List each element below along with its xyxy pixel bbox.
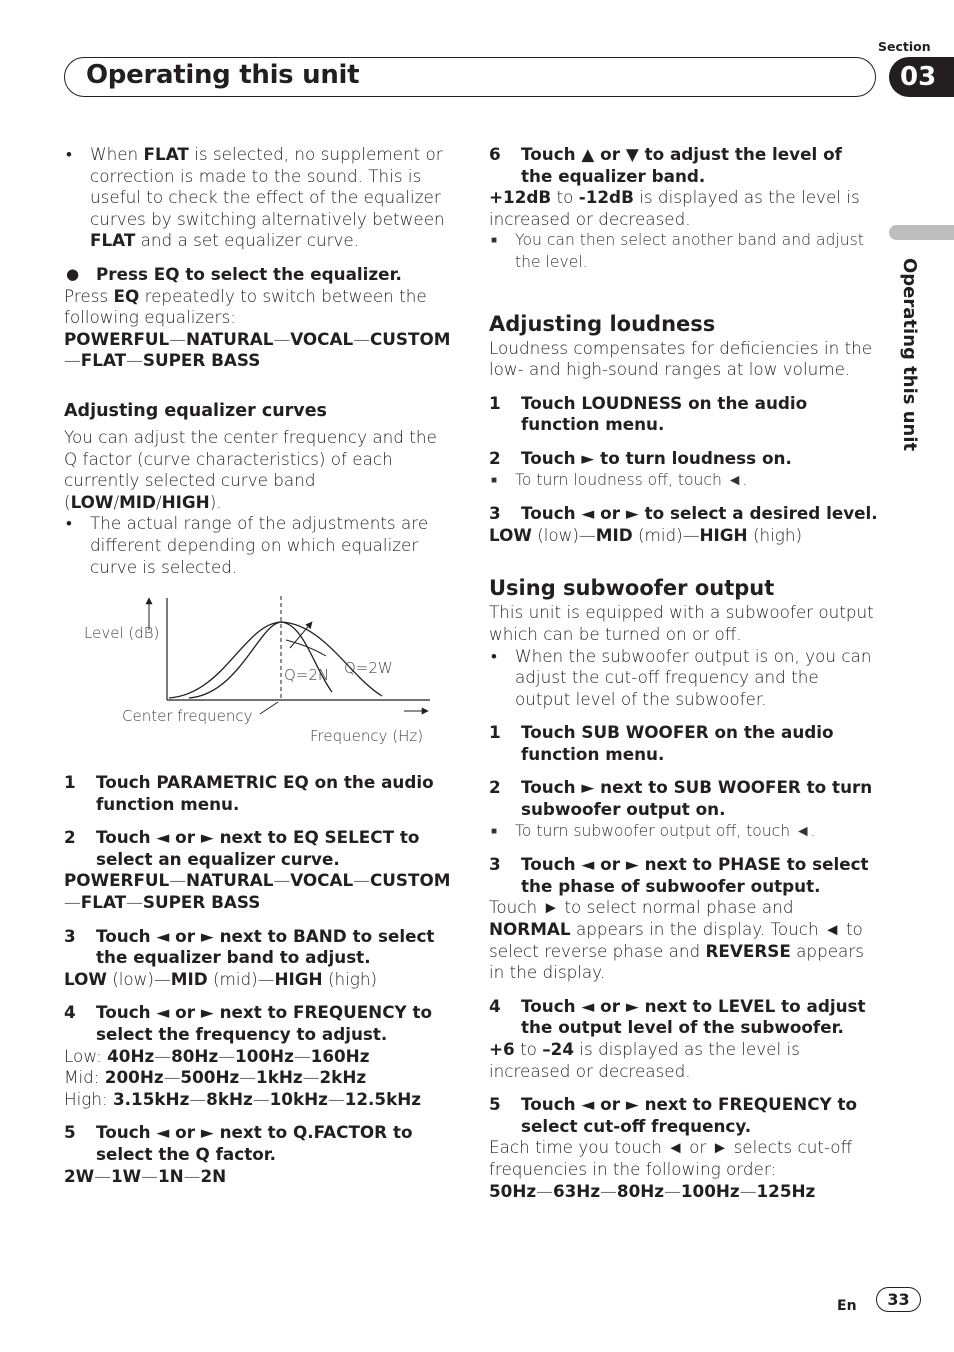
text-run: —: [739, 1180, 757, 1201]
bold-text: EQ: [113, 285, 140, 306]
curves-note-text: The actual range of the adjustments are different depending on which equalizer curve is selected.: [90, 513, 429, 577]
eq-curve-diagram: [64, 586, 454, 756]
text-run: You can adjust the center frequency and the Q factor (curve characteristics) of each currently selected curve band (: [64, 426, 437, 512]
subwoofer-step-3-body: [489, 897, 879, 983]
text-run: —: [94, 1165, 111, 1186]
text-run: —: [664, 1180, 681, 1201]
eq-step-6-note: [489, 230, 879, 273]
note-text: To turn loudness off, touch ◄.: [515, 470, 748, 489]
bold-text: HIGH: [699, 524, 748, 545]
text-run: —: [600, 1180, 617, 1201]
bold-text: NORMAL: [489, 919, 571, 940]
step-number: 5: [64, 1122, 76, 1143]
bullet-marker: •: [66, 513, 72, 534]
text-run: appears in the display. Touch ◄ to select reverse phase and: [489, 919, 863, 961]
text-run: (high): [322, 968, 378, 989]
loudness-step-2: [489, 448, 879, 470]
bold-text: 80Hz: [616, 1180, 665, 1201]
step-number: 6: [489, 144, 501, 164]
subwoofer-step-3: [489, 854, 879, 897]
step-number: 1: [64, 772, 76, 793]
text-run: (high): [747, 524, 803, 545]
step-title: Touch ◄ or ► next to FREQUENCY to select the frequency to adjust.: [96, 1002, 433, 1045]
text-run: Press: [64, 285, 114, 306]
press-eq-heading: [64, 264, 454, 286]
press-eq-body: [64, 286, 454, 329]
bold-text: SUPER BASS: [142, 892, 261, 913]
page-title: Operating this unit: [86, 60, 360, 90]
step-number: 1: [489, 722, 501, 743]
step-title: Touch ◄ or ► next to BAND to select the equalizer band to adjust.: [96, 925, 435, 968]
bold-text: HIGH: [274, 968, 323, 989]
bold-text: 10kHz: [269, 1088, 328, 1109]
bold-text: LOW: [64, 968, 107, 989]
eq-step-1: [64, 772, 454, 815]
bold-text: +12dB: [489, 187, 552, 208]
subwoofer-bullet-text: When the subwoofer output is on, you can adjust the cut-off frequency and the output level of the subwoofer.: [515, 645, 872, 709]
text-run: —: [293, 1045, 311, 1066]
text-run: —: [327, 1088, 345, 1109]
bullet-marker: •: [66, 144, 72, 164]
text-run: —: [126, 892, 143, 913]
note-text: To turn subwoofer output off, touch ◄.: [515, 821, 816, 840]
bold-text: FLAT: [80, 350, 127, 371]
bold-text: POWERFUL: [64, 870, 170, 891]
step-title: Touch ◄ or ► next to PHASE to select the phase of subwoofer output.: [521, 854, 869, 896]
bold-text: VOCAL: [290, 328, 354, 349]
dot-marker: ●: [66, 264, 80, 283]
text-run: Low:: [64, 1045, 108, 1066]
loudness-body: Loudness compensates for deficiencies in the low- and high-sound ranges at low volume.: [489, 337, 873, 380]
bold-text: FLAT: [90, 230, 136, 251]
bold-text: 100Hz: [235, 1045, 294, 1066]
step-title: Touch ◄ or ► next to LEVEL to adjust the output level of the subwoofer.: [521, 995, 866, 1038]
bold-text: LOW: [70, 491, 114, 512]
bold-text: MID: [119, 491, 156, 512]
bold-text: +6: [489, 1039, 515, 1059]
bold-text: FLAT: [143, 144, 189, 164]
text-run: (mid)—: [632, 524, 700, 545]
text-run: —: [239, 1067, 257, 1088]
flat-note: [64, 144, 454, 252]
square-marker: ■: [491, 825, 498, 837]
text-run: —: [536, 1180, 553, 1201]
bold-text: 125Hz: [756, 1180, 816, 1201]
level-label: Level (dB): [84, 624, 160, 643]
bold-text: VOCAL: [290, 870, 354, 891]
text-run: —: [273, 328, 291, 349]
bold-text: MID: [595, 524, 633, 545]
bold-text: SUPER BASS: [142, 350, 261, 371]
eq-step-2-list: [64, 870, 454, 913]
subwoofer-heading: Using subwoofer output: [489, 576, 775, 601]
step-number: 1: [489, 392, 501, 413]
bold-text: 40Hz: [107, 1045, 155, 1066]
text-run: (low)—: [106, 968, 171, 989]
bold-text: HIGH: [161, 491, 210, 512]
bold-text: LOW: [489, 524, 532, 545]
square-marker: ■: [491, 474, 498, 486]
curves-body: [64, 427, 454, 513]
subwoofer-step-4: [489, 996, 879, 1039]
eq-step-3-body: [64, 969, 454, 991]
step-number: 2: [64, 827, 76, 848]
bold-text: 500Hz: [180, 1067, 240, 1088]
page-number: 33: [876, 1287, 921, 1312]
bold-text: CUSTOM: [369, 870, 451, 891]
text-run: Touch ► to select normal phase and: [489, 897, 794, 918]
bold-text: NATURAL: [186, 328, 274, 349]
loudness-step-3: [489, 503, 879, 525]
eq-step-5: [64, 1122, 454, 1165]
center-frequency-label: Center frequency: [122, 707, 253, 726]
text-run: —: [273, 870, 291, 891]
subwoofer-step-2-note: [489, 821, 879, 843]
text-run: —: [189, 1088, 207, 1109]
eq-step-3: [64, 926, 454, 969]
text-run: —: [169, 870, 187, 891]
bold-text: 100Hz: [680, 1180, 740, 1201]
text-run: —: [64, 892, 81, 913]
text-run: High:: [64, 1088, 113, 1109]
step-title: Touch SUB WOOFER on the audio function menu.: [521, 722, 834, 764]
step-title: Touch PARAMETRIC EQ on the audio function menu.: [96, 772, 434, 814]
text-run: to: [514, 1039, 543, 1059]
step-number: 2: [489, 447, 501, 468]
loudness-step-2-note: [489, 470, 879, 492]
note-text: You can then select another band and adjust the level.: [515, 231, 864, 271]
subwoofer-step-2: [489, 777, 879, 820]
subwoofer-step-1: [489, 722, 879, 765]
eq-step-4-low: [64, 1046, 454, 1068]
subwoofer-bullet: [489, 646, 879, 711]
curves-note: [64, 513, 454, 578]
bold-text: 1W: [110, 1165, 142, 1186]
bold-text: 3.15kHz: [112, 1088, 190, 1109]
step-title: Touch ► to turn loudness on.: [521, 447, 792, 468]
subwoofer-step-5-body: Each time you touch ◄ or ► selects cut-off frequencies in the following order:: [489, 1137, 853, 1179]
q-arc: [286, 640, 326, 656]
step-number: 5: [489, 1094, 501, 1115]
text-run: —: [183, 1165, 201, 1186]
bold-text: 8kHz: [206, 1088, 253, 1109]
step-number: 3: [489, 854, 501, 875]
step-title: Touch ► next to SUB WOOFER to turn subwoofer output on.: [521, 777, 873, 820]
text-run: to: [551, 187, 579, 208]
bold-text: 1kHz: [256, 1067, 303, 1088]
step-number: 4: [489, 995, 501, 1016]
text-run: is selected, no supplement or correction is made to the sound. This is useful to check the effect of the equalizer curves by switching alternatively between: [90, 144, 445, 229]
text-run: —: [64, 350, 81, 371]
step-title: Touch ◄ or ► next to FREQUENCY to select cut-off frequency.: [521, 1094, 858, 1136]
center-leader: [260, 702, 278, 714]
bold-text: POWERFUL: [64, 328, 170, 349]
text-run: ).: [209, 491, 222, 512]
text-run: (mid)—: [207, 968, 275, 989]
text-run: —: [126, 350, 143, 371]
eq-step-4-high: [64, 1089, 454, 1111]
step-title: Touch ◄ or ► to select a desired level.: [521, 503, 878, 524]
bold-text: 160Hz: [310, 1045, 370, 1066]
text-run: is displayed as the level is increased or decreased.: [489, 187, 860, 229]
subwoofer-step-5: [489, 1094, 879, 1137]
subwoofer-body: This unit is equipped with a subwoofer output which can be turned on or off.: [489, 602, 874, 644]
curves-heading: Adjusting equalizer curves: [64, 400, 327, 421]
loudness-step-3-body: [489, 525, 879, 547]
side-tab: [889, 225, 954, 240]
text-run: —: [169, 328, 187, 349]
subwoofer-step-5-list: [489, 1181, 879, 1203]
left-column: [64, 144, 454, 1187]
text-run: Mid:: [64, 1067, 105, 1088]
page-language: En: [837, 1298, 857, 1314]
bold-text: 2W: [64, 1165, 95, 1186]
text-run: —: [141, 1165, 158, 1186]
bold-text: 50Hz: [489, 1180, 537, 1201]
step-title: Touch ▲ or ▼ to adjust the level of the equalizer band.: [521, 144, 842, 186]
bold-text: 63Hz: [552, 1180, 601, 1201]
bold-text: -12dB: [578, 187, 634, 208]
q2w-label: Q=2W: [344, 659, 393, 678]
step-number: 3: [489, 503, 501, 524]
text-run: —: [302, 1067, 320, 1088]
eq-list: [64, 329, 454, 372]
eq-step-4: [64, 1002, 454, 1045]
step-number: 3: [64, 925, 76, 946]
eq-step-5-body: [64, 1166, 454, 1188]
bold-text: CUSTOM: [369, 328, 451, 349]
text-run: and a set equalizer curve.: [135, 230, 360, 251]
text-run: (low)—: [531, 524, 596, 545]
step-title: Touch ◄ or ► next to EQ SELECT to select an equalizer curve.: [96, 827, 420, 869]
bold-text: –24: [542, 1039, 575, 1059]
eq-step-6-body: [489, 187, 879, 230]
text-run: is displayed as the level is increased or decreased.: [489, 1039, 800, 1081]
bold-text: 2N: [200, 1165, 227, 1186]
text-run: —: [154, 1045, 172, 1066]
press-eq-heading-text: Press EQ to select the equalizer.: [96, 263, 402, 284]
section-label: Section: [878, 39, 931, 54]
side-section-label: Operating this unit: [899, 258, 920, 452]
text-run: —: [252, 1088, 270, 1109]
text-run: —: [163, 1067, 181, 1088]
square-marker: ■: [491, 235, 498, 247]
bold-text: MID: [170, 968, 208, 989]
text-run: —: [218, 1045, 236, 1066]
step-number: 2: [489, 777, 501, 798]
loudness-heading: Adjusting loudness: [489, 311, 716, 336]
loudness-step-1: [489, 393, 879, 436]
bold-text: 12.5kHz: [344, 1088, 422, 1109]
bold-text: 1N: [157, 1165, 184, 1186]
q2n-label: Q=2N: [284, 666, 330, 685]
eq-step-6: [489, 144, 879, 187]
bold-text: 2kHz: [319, 1067, 367, 1088]
frequency-label: Frequency (Hz): [310, 727, 424, 746]
bullet-marker: •: [491, 645, 497, 666]
subwoofer-step-4-body: [489, 1039, 879, 1082]
section-number: 03: [889, 57, 954, 97]
step-number: 4: [64, 1002, 76, 1023]
step-title: Touch ◄ or ► next to Q.FACTOR to select the Q factor.: [96, 1122, 413, 1164]
text-run: /: [113, 491, 120, 512]
eq-step-4-mid: [64, 1067, 454, 1089]
text-run: appears in the display.: [489, 940, 864, 983]
text-run: /: [155, 491, 162, 512]
bold-text: NATURAL: [186, 870, 274, 891]
text-run: When: [90, 144, 144, 164]
flat-note-text: [90, 144, 454, 252]
bold-text: FLAT: [80, 892, 127, 913]
right-column: [489, 144, 879, 1202]
eq-step-2: [64, 827, 454, 870]
bold-text: 80Hz: [171, 1045, 219, 1066]
step-title: Touch LOUDNESS on the audio function menu.: [521, 392, 808, 435]
bold-text: 200Hz: [104, 1067, 164, 1088]
text-run: —: [353, 870, 370, 891]
bold-text: REVERSE: [705, 940, 791, 961]
text-run: —: [353, 328, 370, 349]
narrow-curve: [189, 622, 332, 698]
text-run: repeatedly to switch between the following equalizers:: [64, 285, 427, 328]
